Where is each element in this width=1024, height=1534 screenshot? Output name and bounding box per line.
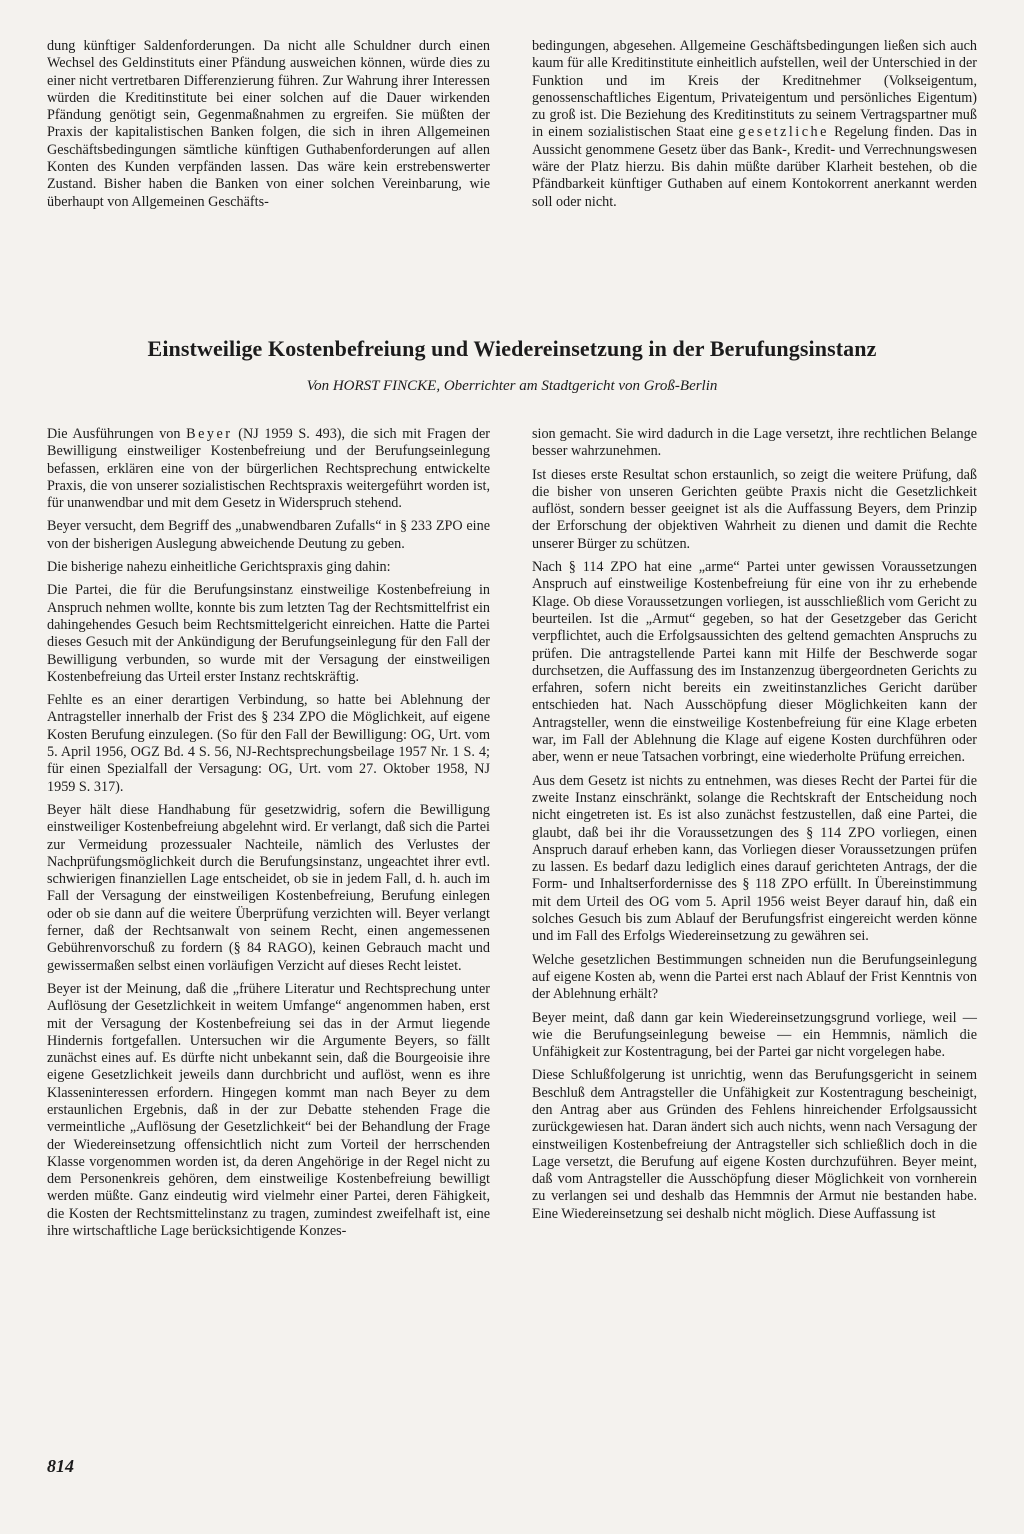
top-left-column xyxy=(47,38,490,217)
article-title: Einstweilige Kostenbefreiung und Wiedereinsetzung in der Berufungsinstanz xyxy=(147,336,877,361)
paragraph: Beyer meint, daß dann gar kein Wiedereinsetzungsgrund vorliege, weil — wie die Berufungseinlegung beweise — ein Hemmnis, nämlich die Unfähigkeit zur Kostentragung, bei der Partei gar nicht vorgelegen habe. xyxy=(532,1009,977,1061)
page-number: 814 xyxy=(47,1456,74,1476)
article-right-column xyxy=(532,426,977,1229)
paragraph: Fehlte es an einer derartigen Verbindung, so hatte bei Ablehnung der Antragsteller innerhalb der Frist des § 234 ZPO die Möglichkeit, auf eigene Kosten Berufung einzulegen. (So für den Fall der Bewilligung: OG, Urt. vom 5. April 1956, OGZ Bd. 4 S. 56, NJ-Rechtsprechungsbeilage 1957 Nr. 1 S. 4; für einen Spezialfall der Versagung: OG, Urt. vom 27. Oktober 1958, NJ 1959 S. 317). xyxy=(47,692,490,795)
top-right-column xyxy=(532,38,977,217)
paragraph: Die bisherige nahezu einheitliche Gerichtspraxis ging dahin: xyxy=(47,559,391,576)
paragraph: sion gemacht. Sie wird dadurch in die Lage versetzt, ihre rechtlichen Belange besser wahrzunehmen. xyxy=(532,426,977,460)
text-run: bedingungen, abgesehen. Allgemeine Geschäftsbedingungen ließen sich auch kaum für alle Kreditinstitute einheitlich aufstellen, weil der Unterschied in der Funktion und im Kreis der Kreditnehmer (Volkseigentum, genossenschaftliches Eigentum, Privateigentum und persönliches Eigentum) zu groß ist. Die Beziehung des Kreditinstituts zu seinem Vertragspartner muß in einem sozialistischen Staat eine xyxy=(532,38,977,141)
paragraph: Beyer versucht, dem Begriff des „unabwendbaren Zufalls“ in § 233 ZPO eine von der bisherigen Auslegung abweichende Deutung zu geben. xyxy=(47,518,490,552)
paragraph: Diese Schlußfolgerung ist unrichtig, wenn das Berufungsgericht in seinem Beschluß dem Antragsteller die Unfähigkeit zur Kostentragung bescheinigt, den Antrag aber aus Gründen des Fehlens hinreichender Erfolgsaussicht zurückgewiesen hat. Daran ändert sich auch nichts, wenn nach Versagung der einstweiligen Kostenbefreiung der Antragsteller sich schließlich doch in die Lage versetzt, die Berufung auf eigene Kosten durchzuführen. Beyer meint, daß vom Antragsteller die Ausschöpfung dieser Möglichkeit von vornherein zu verlangen sei und deshalb das Hemmnis der Armut nie bestanden habe. Eine Wiedereinsetzung sei deshalb nicht möglich. Diese Auffassung ist xyxy=(532,1067,977,1222)
article-left-column xyxy=(47,426,490,1246)
paragraph: Beyer hält diese Handhabung für gesetzwidrig, sofern die Bewilligung einstweiliger Kostenbefreiung abgelehnt wird. Er verlangt, daß sich die Partei zur Vermeidung prozessualer Nachteile, nämlich des Verlustes der Nachprüfungsmöglichkeit durch die Berufungsinstanz, ungeachtet ihrer evtl. schwierigen finanziellen Lage entscheidet, ob sie in jedem Fall, d. h. auch im Fall der Versagung der einstweiligen Kostenbefreiung, Berufung einlegen oder ob sie dann auf die weitere Überprüfung verzichten will. Beyer verlangt ferner, daß der Rechtsanwalt von seinem Recht, einen angemessenen Gebührenvorschuß zu fordern (§ 84 RAGO), keinen Gebrauch macht und gewissermaßen selbst einen vorläufigen Verzicht auf dieses Recht leistet. xyxy=(47,801,490,974)
paragraph: Ist dieses erste Resultat schon erstaunlich, so zeigt die weitere Prüfung, daß die bisher von unseren Gerichten geübte Praxis nicht die Gesetzlichkeit auflöst, sondern besser geeignet ist als die Auffassung Beyers, dem Prinzip der Erforschung der objektiven Wahrheit zu dienen und damit die Rechte unserer Bürger zu schützen. xyxy=(532,466,977,552)
paragraph: Welche gesetzlichen Bestimmungen schneiden nun die Berufungseinlegung auf eigene Kosten ab, wenn die Partei erst nach Ablauf der Frist Kenntnis von der Ablehnung erhält? xyxy=(532,951,977,1003)
paragraph: dung künftiger Saldenforderungen. Da nicht alle Schuldner durch einen Wechsel des Geldinstituts einer Pfändung ausweichen können, würde dies zu einer nicht vertretbaren Differenzierung führen. Zur Wahrung ihrer Interessen würden die Kreditinstitute bei einer solchen auf die Dauer wirkenden Pfändung genötigt sein, Gegenmaßnahmen zu ergreifen. Sie müßten der Praxis der kapitalistischen Banken folgen, die sich in ihren Allgemeinen Geschäftsbedingungen sämtliche künftigen Guthabenforderungen auf allen Konten des Kunden verpfänden lassen. Das wäre kein erstrebenswerter Zustand. Bisher haben die Banken von einer solchen Vereinbarung, wie überhaupt von Allgemeinen Geschäfts- xyxy=(47,38,490,210)
text-run: (NJ 1959 S. 493), die sich mit Fragen der Bewilligung einstweiliger Kostenbefreiung und der Berufungseinlegung befassen, erklären eine von der bürgerlichen Rechtsprechung entwickelte Praxis, die von unserer sozialistischen Rechtspraxis weitergeführt worden ist, für unanwendbar und mit dem Gesetz in Widerspruch stehend. xyxy=(47,426,491,512)
paragraph: Die Partei, die für die Berufungsinstanz einstweilige Kostenbefreiung in Anspruch nehmen wollte, konnte bis zum letzten Tag der Rechtsmittelfrist ein dahingehendes Gesuch beim Rechtsmittelgericht einreichen. Hatte die Partei dieses Gesuch mit der Ankündigung der Berufungseinlegung für den Fall der Bewilligung verbunden, so wurde mit der Versagung der einstweiligen Kostenbefreiung das Urteil erster Instanz rechtskräftig. xyxy=(47,582,490,685)
spaced-author-name: Beyer xyxy=(186,426,233,442)
spaced-emphasis: gesetzliche xyxy=(738,124,829,141)
paragraph xyxy=(47,426,490,512)
text-run: Regelung finden. Das in Aussicht genommene Gesetz über das Bank-, Kredit- und Verrechnungswesen wäre der Platz hierzu. Bis dahin müßte darüber Klarheit bestehen, ob die Pfändbarkeit künftiger Guthaben auf einem Kontokorrent anerkannt werden soll oder nicht. xyxy=(532,124,978,210)
article-byline: Von HORST FINCKE, Oberrichter am Stadtgericht von Groß-Berlin xyxy=(306,378,718,394)
paragraph: Aus dem Gesetz ist nichts zu entnehmen, was dieses Recht der Partei für die zweite Instanz einschränkt, solange die Rechtskraft der Entscheidung noch nicht eingetreten ist. Es ist also zunächst festzustellen, daß eine Partei, die glaubt, daß bei ihr die Voraussetzungen des § 114 ZPO vorliegen, einen Anspruch darauf erheben kann, das Vorliegen dieser Voraussetzungen prüfen zu lassen. Es bedarf dazu lediglich eines darauf gerichteten Antrags, der die Form- und Inhaltserfordernisse des § 118 ZPO erfüllt. In Übereinstimmung mit dem Urteil des OG vom 5. April 1956 weist Beyer darauf hin, daß ein solches Gesuch bis zum Ablauf der Berufungsfrist eingereicht werden könne und im Fall des Erfolgs Wiedereinsetzung zu gewähren sei. xyxy=(532,772,977,945)
paragraph: Beyer ist der Meinung, daß die „frühere Literatur und Rechtsprechung unter Auflösung der Gesetzlichkeit in weitem Umfange“ angenommen haben, erst mit der Versagung der Kostenbefreiung sei das in der Armut liegende Hindernis fortgefallen. Untersuchen wir die Argumente Beyers, so fällt zunächst eines auf. Es dürfte nicht unbekannt sein, daß die Bourgeoisie ihre eigene Gesetzlichkeit jeweils dann durchbricht und auflöst, wenn es ihre Klasseninteressen erfordern. Hingegen kommt man nach Beyer zu dem erstaunlichen Ergebnis, daß in der zur Debatte stehenden Frage die vermeintliche „Auflösung der Gesetzlichkeit“ bei der Behandlung der Frage der Wiedereinsetzung offensichtlich nicht zum Vorteil der herrschenden Klasse vorgenommen worden ist, da deren Angehörige in der Regel nicht zu dem Personenkreis gehören, dem einstweilige Kostenbefreiung bewilligt werden müßte. Ganz eindeutig wird vielmehr einer Partei, deren Fähigkeit, die Kosten der Rechtsmittelinstanz zu tragen, zumindest zweifelhaft ist, eine ihre wirtschaftliche Lage berücksichtigende Konzes- xyxy=(47,980,490,1240)
text-run: Die Ausführungen von xyxy=(47,426,181,442)
paragraph: Nach § 114 ZPO hat eine „arme“ Partei unter gewissen Voraussetzungen Anspruch auf einstweilige Kostenbefreiung für eine von ihr zu erhebende Klage. Ob diese Voraussetzungen vorliegen, ist ausschließlich vom Gericht zu beurteilen. Ist die „Armut“ gegeben, so hat der Gesetzgeber das Gericht verpflichtet, auch die Erfolgsaussichten des geltend gemachten Anspruchs zu prüfen. Die antragstellende Partei kann mit Hilfe der Beschwerde sogar durchsetzen, die Auffassung des im Instanzenzug übergeordneten Gerichts zu erfahren, sofern nicht bereits ein zweitinstanzliches Gericht darüber entschieden hat. Nach Ausschöpfung dieser Möglichkeiten kann der Antragsteller, wenn die einstweilige Kostenbefreiung für eine Klage erbeten war, im Fall der Ablehnung die Klage auf eigene Kosten durchführen oder aber, wenn er neue Tatsachen vorbringt, eine wiederholte Prüfung erreichen. xyxy=(532,559,977,766)
paragraph xyxy=(532,38,977,211)
